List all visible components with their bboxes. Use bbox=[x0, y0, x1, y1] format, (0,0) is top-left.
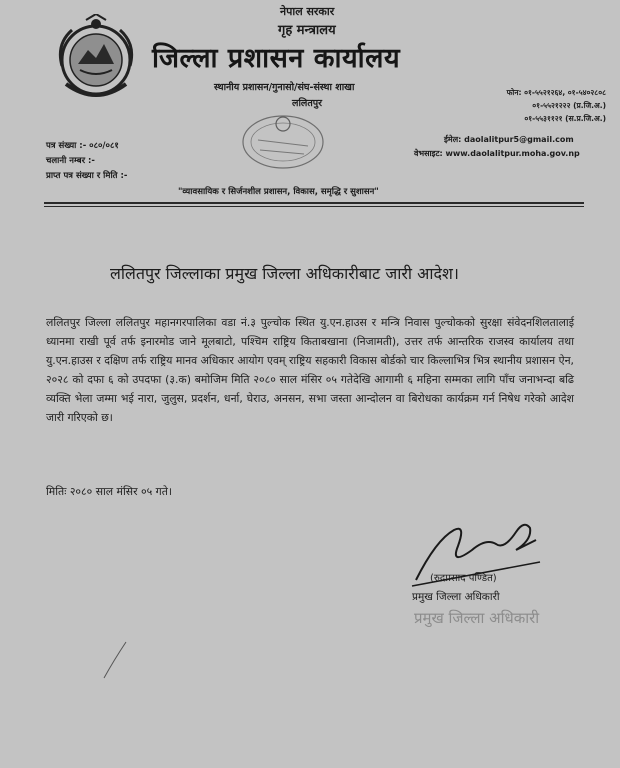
title-stamp: प्रमुख जिल्ला अधिकारी bbox=[414, 609, 540, 627]
contact-block bbox=[414, 86, 606, 158]
district-name: ललितपुर bbox=[292, 98, 323, 109]
website-address: वेभसाइट: www.daolalitpur.moha.gov.np bbox=[414, 149, 580, 158]
ministry-name: गृह मन्त्रालय bbox=[278, 23, 336, 38]
dispatch-number: चलानी नम्बर :- bbox=[46, 156, 95, 166]
order-date: मितिः २०८० साल मंसिर ०५ गते। bbox=[46, 485, 172, 498]
phone-line-2: ०१-५५२१२२२ (प्र.जि.अ.) bbox=[532, 101, 606, 110]
office-slogan: "व्यावसायिक र सिर्जनशील प्रशासन, विकास, समृद्धि र सुशासन" bbox=[178, 187, 379, 197]
government-name: नेपाल सरकार bbox=[280, 5, 335, 18]
letter-number: पत्र संख्या :- ०८०/०८१ bbox=[46, 141, 119, 151]
phone-line-3: ०१-५५३११२१ (स.प्र.जि.अ.) bbox=[524, 114, 606, 123]
nepal-emblem-icon bbox=[50, 14, 142, 102]
header-divider bbox=[44, 202, 584, 204]
office-stamp-icon bbox=[238, 110, 328, 170]
phone-line-1: फोन: ०१-५५२१२६४, ०१-५४०२८०८ bbox=[506, 88, 606, 97]
section-name: स्थानीय प्रशासन/गुनासो/संघ-संस्था शाखा bbox=[214, 82, 355, 93]
received-letter-info: प्राप्त पत्र संख्या र मिति :- bbox=[46, 171, 128, 181]
signatory-name: (रुद्रप्रसाद पण्डित) bbox=[430, 573, 497, 584]
pen-stroke-mark bbox=[100, 640, 130, 680]
header-divider-thin bbox=[44, 206, 584, 207]
signatory-title: प्रमुख जिल्ला अधिकारी bbox=[412, 591, 500, 603]
order-body: ललितपुर जिल्ला ललितपुर महानगरपालिका वडा नं.३ पुल्चोक स्थित यु.एन.हाउस र मन्त्रि निवास पुल्चोकको सुरक्षा संवेदनशिलतालाई ध्यानमा राखी पूर्व तर्फ इनारमोड जाने मूलबाटो, पश्चिम राष्ट्रिय किताबखाना (निजामती), उत्तर तर्फ आन्तरिक राजस्व कार्यालय तथा यु.एन.हाउस र दक्षिण तर्फ राष्ट्रिय मानव अधिकार आयोग एवम् राष्ट्रिय सहकारी विकास बोर्डको चार किल्लाभित्र भित्र स्थानीय प्रशासन ऐन, २०२८ को दफा ६ को उपदफा (३.क) बमोजिम मिति २०८० साल मंसिर ०५ गतेदेखि आगामी ६ महिना सम्मका लागि पाँच जनाभन्दा बढि व्यक्ति भेला जम्मा भई नारा, जुलुस, प्रदर्शन, धर्ना, घेराउ, अनसन, सभा जस्ता आन्दोलन वा बिरोधका कार्यक्रम गर्न निषेध गरेको आदेश जारी गरिएको छ। bbox=[46, 316, 574, 424]
office-title: जिल्ला प्रशासन कार्यालय bbox=[152, 43, 401, 74]
reference-block bbox=[46, 139, 127, 184]
order-heading: ललितपुर जिल्लाका प्रमुख जिल्ला अधिकारीबाट जारी आदेश। bbox=[110, 264, 459, 283]
email-address: ईमेल: daolalitpur5@gmail.com bbox=[444, 135, 574, 144]
